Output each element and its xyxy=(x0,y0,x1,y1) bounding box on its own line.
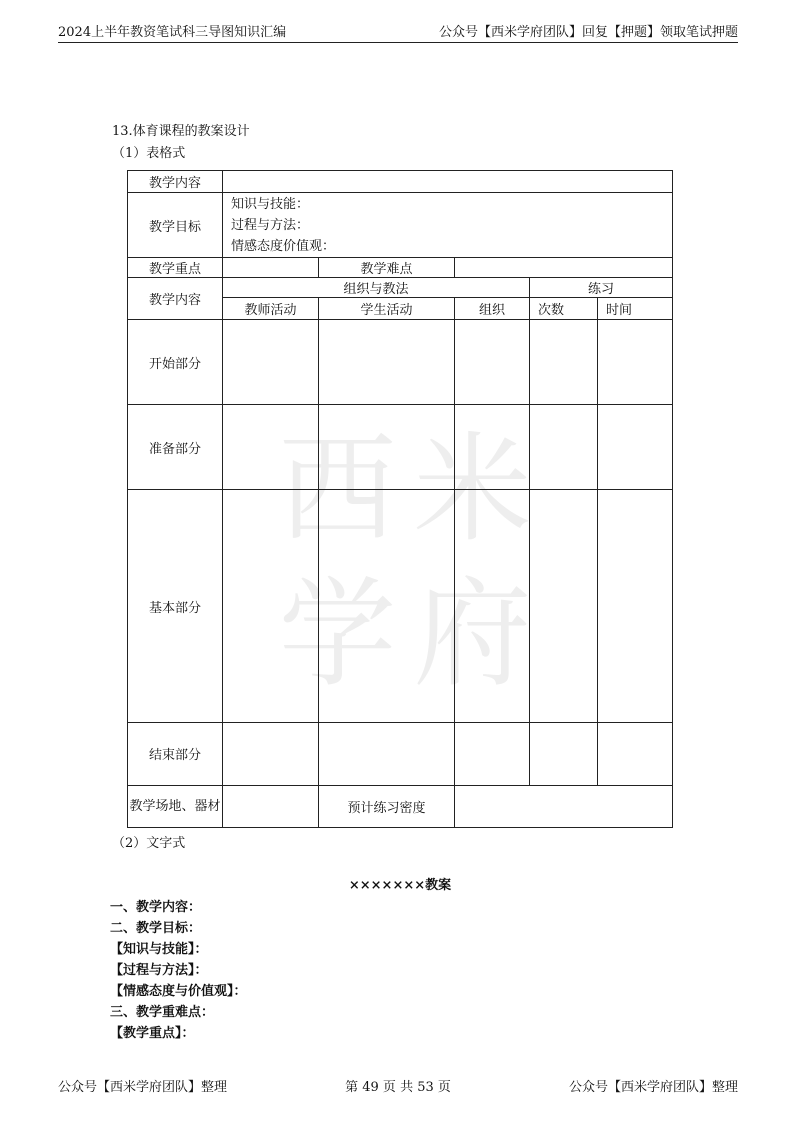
table-row xyxy=(128,405,673,490)
table-cell-difficult-label: 教学难点 xyxy=(319,258,455,278)
table-row xyxy=(128,490,673,722)
table-row xyxy=(128,171,673,193)
table-cell-start: 开始部分 xyxy=(128,320,223,405)
table-cell-prepare: 准备部分 xyxy=(128,405,223,490)
watermark-char: 学 xyxy=(278,565,397,703)
text-plan-title: ×××××××教案 xyxy=(348,878,452,893)
table-cell-count: 次数 xyxy=(530,298,598,320)
footer-right: 公众号【西米学府团队】整理 xyxy=(568,1080,738,1095)
text-plan-item: 【教学重点】： xyxy=(110,1026,195,1041)
header-left: 2024上半年教资笔试科三导图知识汇编 xyxy=(58,25,287,40)
watermark-char: 米 xyxy=(413,420,532,558)
table-cell-org-method: 组织与教法 xyxy=(223,278,530,298)
goal-knowledge: 知识与技能： xyxy=(231,196,310,212)
table-row xyxy=(128,258,673,278)
text-plan-item: 二、教学目标： xyxy=(110,921,202,936)
table-cell-key-value xyxy=(223,258,319,278)
header-right: 公众号【西米学府团队】回复【押题】领取笔试押题 xyxy=(438,25,738,40)
table-cell-organization: 组织 xyxy=(455,298,530,320)
watermark-char: 府 xyxy=(413,565,532,703)
text-plan-item: 【知识与技能】： xyxy=(110,942,208,957)
table-cell-content-value xyxy=(223,171,673,193)
goal-process: 过程与方法： xyxy=(231,217,310,233)
lesson-plan-table xyxy=(127,170,673,828)
section-title: 13.体育课程的教案设计 xyxy=(112,124,250,139)
watermark-char: 西 xyxy=(278,420,397,558)
table-cell-practice: 练习 xyxy=(530,278,673,298)
table-cell-goals xyxy=(223,193,673,258)
table-row xyxy=(128,278,673,298)
table-cell-student-activity: 学生活动 xyxy=(319,298,455,320)
subsection-text-format: （2）文字式 xyxy=(112,836,186,851)
text-plan-item: 【情感态度与价值观】： xyxy=(110,984,247,999)
table-cell-basic: 基本部分 xyxy=(128,490,223,722)
table-cell-content-label-2: 教学内容 xyxy=(128,278,223,320)
text-plan-item: 三、教学重难点： xyxy=(110,1005,215,1020)
table-row xyxy=(128,193,673,258)
page-number: 第 49 页 共 53 页 xyxy=(345,1080,451,1095)
table-row xyxy=(128,722,673,785)
table-cell-density: 预计练习密度 xyxy=(319,785,455,827)
subsection-table-format: （1）表格式 xyxy=(112,146,186,161)
table-cell-key-label: 教学重点 xyxy=(128,258,223,278)
table-cell-content-label: 教学内容 xyxy=(128,171,223,193)
table-cell-end: 结束部分 xyxy=(128,722,223,785)
text-plan-item: 【过程与方法】： xyxy=(110,963,208,978)
goal-attitude: 情感态度价值观： xyxy=(231,238,336,254)
table-cell-venue: 教学场地、器材 xyxy=(128,785,223,827)
table-cell-difficult-value xyxy=(455,258,673,278)
text-plan-item: 一、教学内容： xyxy=(110,900,202,915)
table-row xyxy=(128,785,673,827)
footer-left: 公众号【西米学府团队】整理 xyxy=(58,1080,228,1095)
table-row xyxy=(128,320,673,405)
table-cell-time: 时间 xyxy=(598,298,673,320)
table-cell-teacher-activity: 教师活动 xyxy=(223,298,319,320)
table-cell-goals-label: 教学目标 xyxy=(128,193,223,258)
